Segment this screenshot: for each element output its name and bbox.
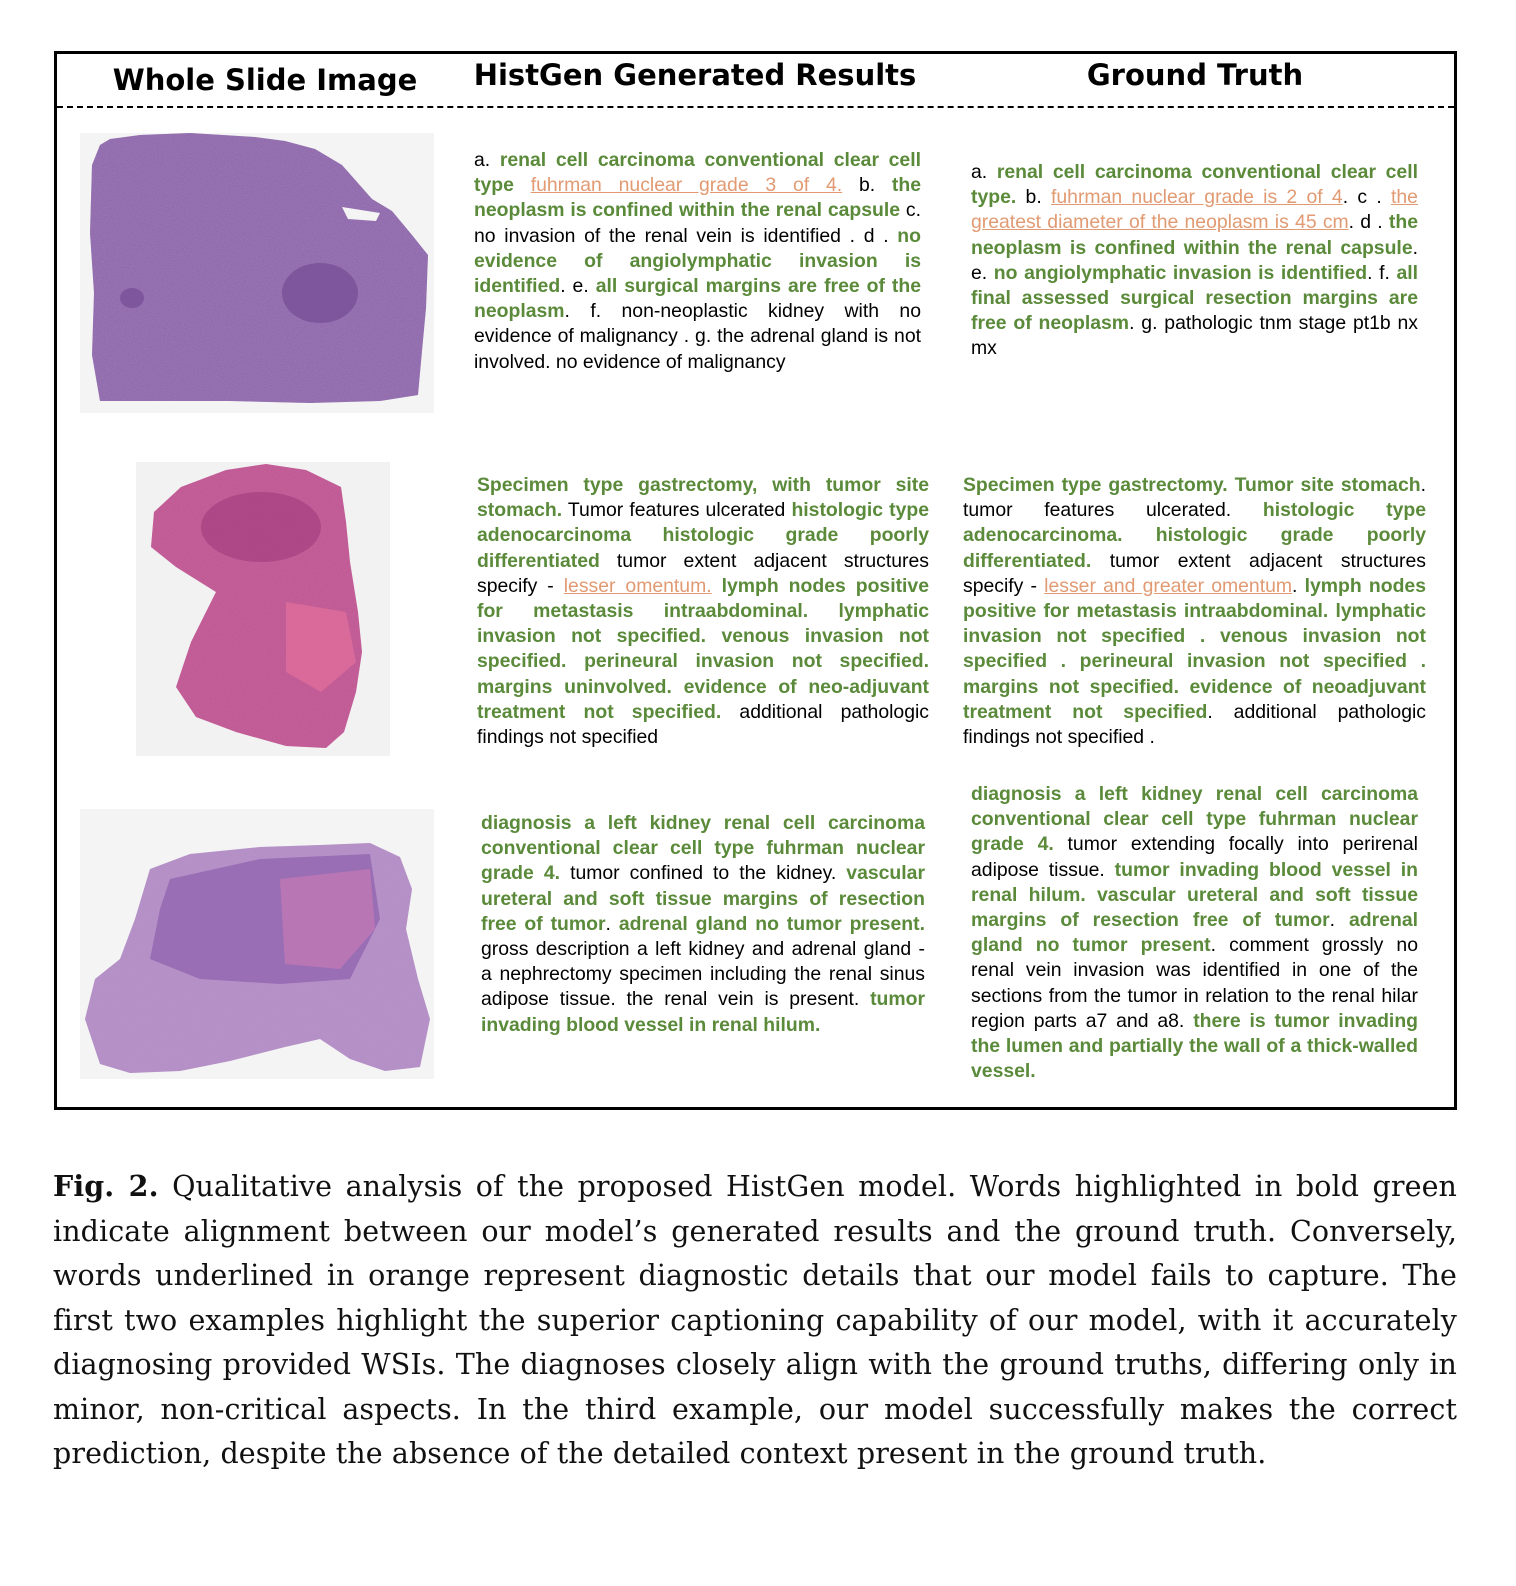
match-text: renal cell carcinoma conventional clear cell type. xyxy=(971,161,1418,209)
ground-truth-report-2 xyxy=(963,473,1426,750)
match-text: the neoplasm is confined within the renal capsule xyxy=(474,174,922,222)
report-text: . additional pathologic findings not specified . xyxy=(963,700,1426,749)
match-text: tumor invading blood vessel in renal hilum. xyxy=(481,988,925,1036)
report-text: . xyxy=(605,912,619,935)
report-text: . g. pathologic tnm stage pt1b nx mx xyxy=(971,312,1418,360)
report-text: b. xyxy=(842,174,892,197)
header-divider xyxy=(57,106,1454,108)
report-text: . e. xyxy=(560,275,596,298)
generated-report-1 xyxy=(474,148,921,375)
report-text: . d . xyxy=(1348,211,1389,234)
report-text: . xyxy=(1292,574,1305,597)
missed-text: the greatest diameter of the neoplasm is 45 cm xyxy=(971,186,1418,234)
report-text xyxy=(712,575,722,597)
match-text: lymph nodes positive for metastasis intraabdominal. lymphatic invasion not specified. venous invasion not specified. perineural invasion not specified. margins uninvolved. evidence of neo-adjuvant treatment not specified. xyxy=(477,574,930,723)
match-text: there is tumor invading the lumen and partially the wall of a thick-walled vessel. xyxy=(971,1009,1419,1083)
missed-text: fuhrman nuclear grade is 2 of 4 xyxy=(1051,186,1343,209)
report-text: c. no invasion of the renal vein is identified . d . xyxy=(474,199,921,247)
report-text: . e. xyxy=(971,236,1418,284)
match-text: lymph nodes positive for metastasis intraabdominal. lymphatic invasion not specified . venous invasion not specified . perineural invasion not specified . margins not specified. evidence of neoadjuvant treatment not specified xyxy=(963,574,1427,723)
match-text: adrenal gland no tumor present. xyxy=(618,912,925,935)
missed-text: lesser and greater omentum xyxy=(1044,574,1293,597)
report-text: tumor extent adjacent structures specify - xyxy=(477,549,929,597)
report-text: . f. xyxy=(1367,261,1397,284)
report-text: . tumor features ulcerated. xyxy=(963,474,1426,522)
match-text: histologic type adenocarcinoma histologic grade poorly differentiated xyxy=(477,499,929,572)
header-ground-truth: Ground Truth xyxy=(1086,58,1304,92)
generated-report-2 xyxy=(477,473,929,750)
figure-caption xyxy=(53,1164,1457,1477)
report-text: b. xyxy=(1016,186,1051,209)
report-text: tumor extending focally into perirenal adipose tissue. xyxy=(971,833,1418,881)
match-text: the neoplasm is confined within the renal capsule xyxy=(971,211,1418,259)
report-text: . comment grossly no renal vein invasion was identified in one of the sections from the tumor in relation to the renal hilar region parts a7 and a8. xyxy=(971,934,1418,1032)
header-whole-slide-image: Whole Slide Image xyxy=(112,63,418,97)
match-text: histologic type adenocarcinoma. histologic grade poorly differentiated. xyxy=(963,499,1427,572)
match-text: diagnosis a left kidney renal cell carcinoma conventional clear cell type fuhrman nuclear grade 4. xyxy=(481,812,925,885)
report-text: . c . xyxy=(1342,186,1392,209)
ground-truth-report-3 xyxy=(971,782,1418,1084)
report-text: . xyxy=(1329,909,1350,932)
match-text: no evidence of angiolymphatic invasion is identified xyxy=(474,224,921,298)
match-text: Specimen type gastrectomy, with tumor site stomach. xyxy=(477,474,929,522)
missed-text: lesser omentum. xyxy=(563,574,712,597)
report-text: a. xyxy=(971,161,997,183)
caption-label: Fig. 2. xyxy=(53,1169,159,1203)
wsi-image-stomach xyxy=(136,462,390,756)
wsi-image-kidney-1 xyxy=(80,133,434,413)
report-text: Tumor features ulcerated xyxy=(562,499,792,522)
report-text: . f. non-neoplastic kidney with no evidence of malignancy . g. the adrenal gland is not involved. no evidence of malignancy xyxy=(474,300,921,373)
match-text: Specimen type gastrectomy. Tumor site stomach xyxy=(963,474,1421,496)
report-text: additional pathologic findings not specified xyxy=(477,700,929,749)
report-text: gross description a left kidney and adrenal gland - a nephrectomy specimen including the renal sinus adipose tissue. the renal vein is present. xyxy=(481,938,925,1011)
caption-text: Qualitative analysis of the proposed HistGen model. Words highlighted in bold green indicate alignment between our model’s generated results and the ground truth. Conversely, words underlined in orange represent diagnostic details that our model fails to capture. The first two examples highlight the superior captioning capability of our model, with it accurately diagnosing provided WSIs. The diagnoses closely align with the ground truths, differing only in minor, non-critical aspects. In the third example, our model successfully makes the correct prediction, despite the absence of the detailed context present in the ground truth. xyxy=(53,1170,1457,1470)
match-text: adrenal gland no tumor present xyxy=(971,909,1418,957)
match-text: vascular ureteral and soft tissue margins of resection free of tumor xyxy=(481,862,925,935)
report-text xyxy=(514,174,531,196)
match-text: renal cell carcinoma conventional clear cell type xyxy=(474,149,921,197)
match-text: no angiolymphatic invasion is identified xyxy=(993,261,1368,284)
match-text: all final assessed surgical resection margins are free of neoplasm xyxy=(971,261,1419,335)
match-text: tumor invading blood vessel in renal hilum. vascular ureteral and soft tissue margins of resection free of tumor xyxy=(971,858,1418,932)
report-text: a. xyxy=(474,149,500,171)
report-text: tumor confined to the kidney. xyxy=(560,862,847,885)
wsi-image-kidney-2 xyxy=(80,809,434,1079)
header-generated-results: HistGen Generated Results xyxy=(473,58,917,92)
match-text: diagnosis a left kidney renal cell carcinoma conventional clear cell type fuhrman nuclear grade 4. xyxy=(971,783,1418,856)
ground-truth-report-1 xyxy=(971,160,1418,362)
generated-report-3 xyxy=(481,811,925,1038)
missed-text: fuhrman nuclear grade 3 of 4. xyxy=(530,174,843,197)
match-text: all surgical margins are free of the neoplasm xyxy=(474,275,921,323)
report-text: tumor extent adjacent structures specify - xyxy=(963,549,1426,597)
